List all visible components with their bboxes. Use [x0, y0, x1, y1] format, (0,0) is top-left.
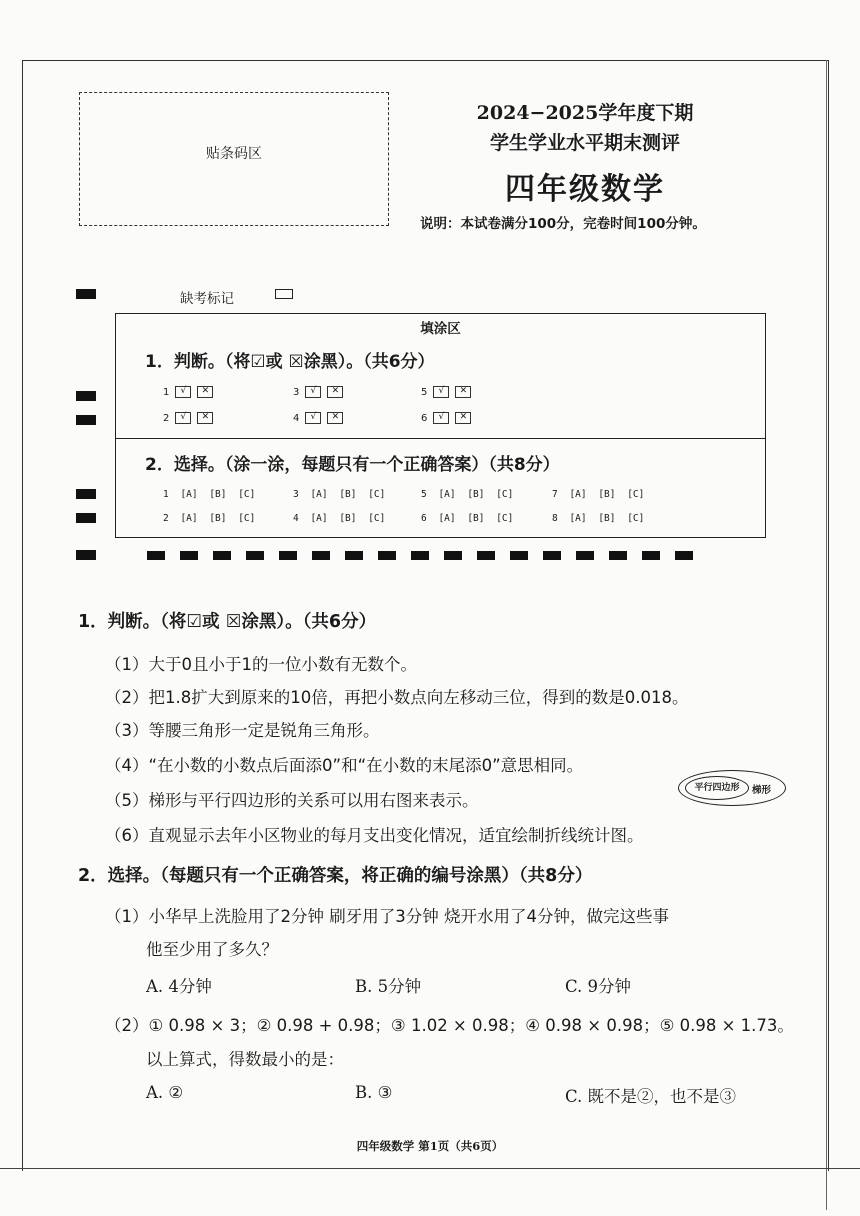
- judge-answer-row[interactable]: 1 √ ✕: [163, 386, 213, 398]
- exam-year-title: 2024−2025学年度下期: [476, 102, 694, 124]
- timing-dash: [246, 551, 264, 560]
- judge-answer-row[interactable]: 5 √ ✕: [421, 386, 471, 398]
- absent-checkbox[interactable]: [275, 289, 293, 299]
- choice-question-2-cont: 以上算式，得数最小的是：: [146, 1050, 344, 1069]
- judge-question-3: （3）等腰三角形一定是锐角三角形。: [105, 721, 380, 740]
- fill-section1-title: 1．判断。（将☑或 ☒涂黑）。（共6分）: [145, 352, 435, 372]
- timing-dash: [510, 551, 528, 560]
- timing-mark: [76, 489, 96, 499]
- timing-dash: [576, 551, 594, 560]
- timing-mark: [76, 289, 96, 299]
- timing-mark: [76, 550, 96, 560]
- page-edge: [826, 60, 860, 1210]
- timing-dash: [279, 551, 297, 560]
- timing-dash: [180, 551, 198, 560]
- section2-title: 2．选择。（每题只有一个正确答案，将正确的编号涂黑）（共8分）: [78, 866, 593, 886]
- timing-dash: [444, 551, 462, 560]
- timing-dash: [411, 551, 429, 560]
- judge-answer-row[interactable]: 6 √ ✕: [421, 412, 471, 424]
- q2-option-c: C. 既不是②，也不是③: [565, 1087, 737, 1106]
- timing-dash: [213, 551, 231, 560]
- timing-dash: [642, 551, 660, 560]
- barcode-area: [79, 92, 389, 226]
- timing-dash: [378, 551, 396, 560]
- judge-answer-row[interactable]: 4 √ ✕: [293, 412, 343, 424]
- judge-answer-row[interactable]: 2 √ ✕: [163, 412, 213, 424]
- choice-question-1: （1）小华早上洗脸用了2分钟 刷牙用了3分钟 烧开水用了4分钟，做完这些事: [105, 907, 669, 926]
- choice-answer-row[interactable]: 5 [A] [B] [C]: [421, 489, 514, 500]
- q1-option-b: B. 5分钟: [355, 977, 422, 996]
- judge-question-1: （1）大于0且小于1的一位小数有无数个。: [105, 655, 417, 674]
- judge-question-5: （5）梯形与平行四边形的关系可以用右图来表示。: [105, 791, 479, 810]
- choice-answer-row[interactable]: 2 [A] [B] [C]: [163, 513, 256, 524]
- judge-question-6: （6）直观显示去年小区物业的每月支出变化情况，适宜绘制折线统计图。: [105, 826, 644, 845]
- choice-question-1-cont: 他至少用了多久？: [146, 940, 278, 959]
- q2-option-a: A. ②: [146, 1083, 184, 1102]
- choice-answer-row[interactable]: 1 [A] [B] [C]: [163, 489, 256, 500]
- absent-label: 缺考标记: [180, 291, 234, 307]
- choice-question-2: （2）① 0.98 × 3；② 0.98 + 0.98；③ 1.02 × 0.98；④ 0.98 × 0.98；⑤ 0.98 × 1.73。: [105, 1016, 794, 1035]
- bottom-rule: [0, 1168, 860, 1169]
- parallelogram-set-ellipse: 平行四边形: [685, 776, 749, 800]
- choice-answer-row[interactable]: 7 [A] [B] [C]: [552, 489, 645, 500]
- timing-dash: [312, 551, 330, 560]
- fill-area-title: 填涂区: [420, 321, 461, 337]
- fill-area-divider: [115, 438, 766, 439]
- judge-question-2: （2）把1.8扩大到原来的10倍，再把小数点向左移动三位，得到的数是0.018。: [105, 688, 689, 707]
- timing-mark: [76, 415, 96, 425]
- timing-dash: [345, 551, 363, 560]
- timing-mark: [76, 513, 96, 523]
- choice-answer-row[interactable]: 4 [A] [B] [C]: [293, 513, 386, 524]
- timing-dash: [675, 551, 693, 560]
- section1-title: 1．判断。（将☑或 ☒涂黑）。（共6分）: [78, 612, 377, 632]
- barcode-label: 贴条码区: [206, 146, 262, 162]
- page-footer: 四年级数学 第1页（共6页）: [356, 1139, 504, 1153]
- choice-answer-row[interactable]: 3 [A] [B] [C]: [293, 489, 386, 500]
- choice-answer-row[interactable]: 6 [A] [B] [C]: [421, 513, 514, 524]
- timing-dash: [147, 551, 165, 560]
- exam-note: 说明：本试卷满分100分，完卷时间100分钟。: [420, 216, 706, 232]
- timing-mark: [76, 391, 96, 401]
- judge-answer-row[interactable]: 3 √ ✕: [293, 386, 343, 398]
- subject-title: 四年级数学: [505, 172, 665, 207]
- fill-section2-title: 2．选择。（涂一涂，每题只有一个正确答案）（共8分）: [145, 455, 560, 475]
- timing-dash: [609, 551, 627, 560]
- choice-answer-row[interactable]: 8 [A] [B] [C]: [552, 513, 645, 524]
- q1-option-c: C. 9分钟: [565, 977, 632, 996]
- timing-dash: [543, 551, 561, 560]
- judge-question-4: （4）“在小数的小数点后面添0”和“在小数的末尾添0”意思相同。: [105, 756, 584, 775]
- q1-option-a: A. 4分钟: [146, 977, 212, 996]
- trapezoid-label: 梯形: [752, 785, 772, 796]
- timing-dash: [477, 551, 495, 560]
- exam-name-title: 学生学业水平期末测评: [489, 132, 680, 154]
- q2-option-b: B. ③: [355, 1083, 393, 1102]
